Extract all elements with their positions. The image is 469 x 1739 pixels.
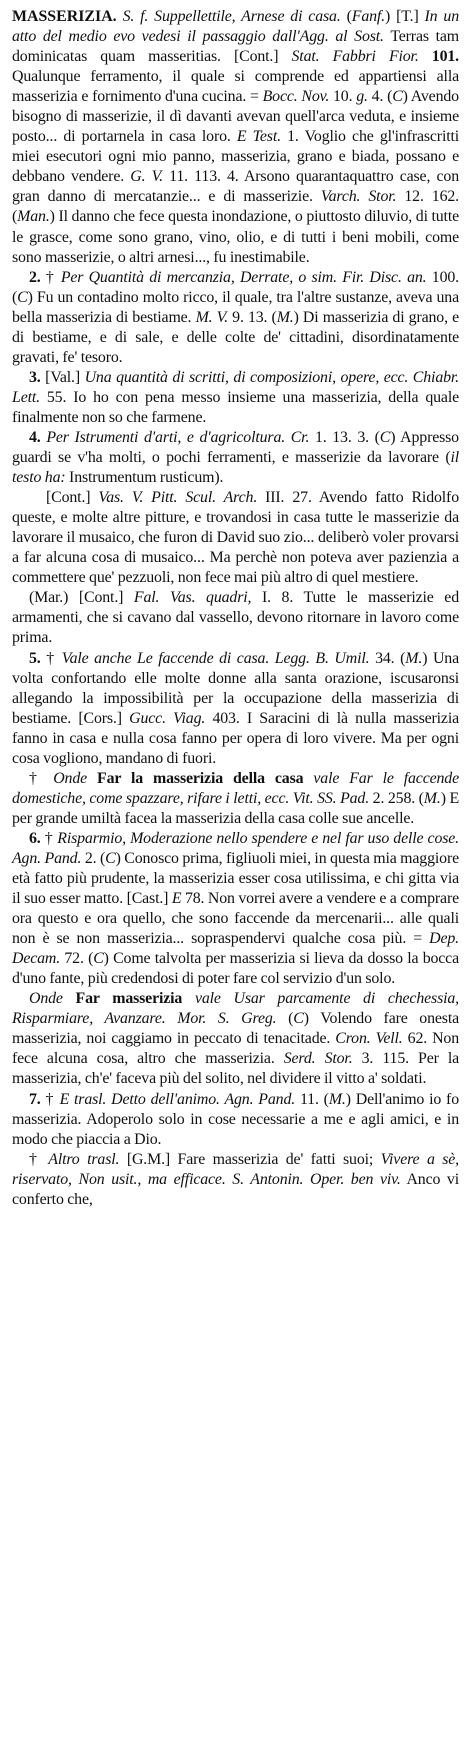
italic-text-run: Vas. V. Pitt. Scul. Arch. xyxy=(98,489,258,507)
text-run xyxy=(63,990,76,1007)
entry-paragraph-main xyxy=(12,7,459,268)
text-run: 55. Io ho con pena messo insieme una masserizia, della quale finalmente non so che farmene. xyxy=(12,388,459,426)
text-run: ) [T.] xyxy=(385,8,425,25)
italic-text-run: Bocc. Nov. xyxy=(262,88,330,106)
entry-paragraph-sense-6-onde xyxy=(12,989,459,1089)
text-run: 72. ( xyxy=(60,950,94,968)
italic-text-run: Onde xyxy=(29,990,63,1008)
text-run: Anco vi conferto che, xyxy=(12,1170,459,1208)
italic-text-run: vale Usar parcamente di chechessia, Risparmiare, Avanzare. xyxy=(12,990,459,1028)
italic-text-run: Fanf. xyxy=(351,8,386,25)
italic-text-run: g. xyxy=(356,88,368,106)
text-run: 3. 115. Per la masserizia, ch'e' faceva più del solito, nel dividere il vitto a' soldati. xyxy=(12,1050,459,1088)
italic-text-run: Gucc. Viag. xyxy=(129,709,206,727)
text-run: ( xyxy=(340,8,352,25)
italic-text-run: E Test. xyxy=(236,128,281,146)
italic-text-run: Altro trasl. xyxy=(48,1150,120,1168)
text-run: 2. 258. ( xyxy=(369,789,424,807)
text-run: ) Una volta confortando elle molte donne alla santa orazione, iscusaronsi allegando la impossibilità per la occupazione della masserizia di bestiame. [Cors.] xyxy=(12,649,459,727)
text-run: ) Dell'animo io fo masserizia. Adoperolo solo in cose necessarie a me e agli amici, e in modo che piaccia a Dio. xyxy=(12,1090,459,1148)
italic-text-run: Serd. Stor. xyxy=(283,1050,353,1068)
text-run: ) Volendo fare onesta masserizia, noi caggiamo in peccato di tenacitade. xyxy=(12,1010,459,1048)
italic-text-run: Fal. Vas. quadri, xyxy=(133,589,252,607)
italic-text-run: Una quantità di scritti, di composizioni, opere, ecc. Chiabr. Lett. xyxy=(12,368,460,406)
italic-text-run: Stat. Fabbri Fior. xyxy=(291,48,419,66)
entry-paragraph-sense-4 xyxy=(12,428,459,488)
text-run xyxy=(87,770,97,787)
text-run: 34. ( xyxy=(369,649,406,667)
text-run: ) E per grande umiltà facea la masserizia della casa colle sue ancelle. xyxy=(12,789,460,827)
text-run: III. 27. Avendo fatto Ridolfo queste, e molte altre pitture, e trovandosi in casa tutte le masserizie da lavorare il musaico, che furon di David suo zio... deliberò voler provarsi a far alcuna cosa di musaico... Ma perchè non poteva aver pazienzia a commettere que' pezzuoli, non fece mai più altro di quel mestiere. xyxy=(12,489,459,587)
italic-text-run: Cron. Vell. xyxy=(335,1030,403,1048)
italic-text-run: Man. xyxy=(17,208,50,226)
bold-text-run: Far masserizia xyxy=(75,990,183,1008)
text-run xyxy=(182,990,195,1007)
text-run: 100. ( xyxy=(12,268,459,306)
text-run: [Val.] xyxy=(40,368,85,386)
entry-paragraph-sense-2 xyxy=(12,268,459,368)
text-run: 2. ( xyxy=(81,849,106,867)
italic-text-run: In un atto del medio evo vedesi il passaggio dall'Agg. al Sost. xyxy=(12,8,460,46)
entry-paragraph-sense-5 xyxy=(12,649,459,769)
italic-text-run: Vale anche Le faccende di casa. Legg. B. Umil. xyxy=(61,649,370,667)
italic-text-run: C xyxy=(392,88,403,106)
text-run: 4. ( xyxy=(367,88,393,106)
text-run: ) Avendo bisogno di masserizie, il dì davanti avevan quell'arca veduta, e insieme posto... di portarnela in casa loro. xyxy=(12,88,459,146)
text-run: [Cont.] xyxy=(46,489,99,507)
italic-text-run: E xyxy=(171,890,182,908)
bold-text-run: 101. xyxy=(431,48,459,66)
text-run: 62. Non fece alcuna cosa, altro che masserizia. xyxy=(12,1030,459,1068)
italic-text-run: C xyxy=(105,849,116,867)
bold-text-run: 5. xyxy=(29,649,41,667)
italic-text-run: S. f. Suppellettile, Arnese di casa. xyxy=(122,8,341,25)
italic-text-run: C xyxy=(293,1010,304,1028)
italic-text-run: M. xyxy=(423,789,441,807)
entry-paragraph-sense-5-onde xyxy=(12,769,459,829)
italic-text-run: Risparmio, Moderazione nello spendere e nel far uso delle cose. Agn. Pand. xyxy=(12,829,459,867)
text-run: 12. 162. ( xyxy=(12,188,459,226)
italic-text-run: Mor. S. Greg. xyxy=(177,1010,277,1028)
text-run xyxy=(419,48,432,65)
italic-text-run: C xyxy=(17,288,28,306)
text-run: Instrumentum rusticum). xyxy=(65,469,224,487)
italic-text-run: C xyxy=(93,950,104,968)
text-run: (Mar.) [Cont.] xyxy=(29,589,134,607)
text-run: Terras tam dominicatas quam masseritias. [Cont.] xyxy=(12,28,459,66)
italic-text-run: Varch. Stor. xyxy=(320,188,397,206)
italic-text-run: Dep. Decam. xyxy=(12,930,459,968)
text-run: † xyxy=(29,1150,49,1168)
entry-paragraph-sense-3 xyxy=(12,368,459,428)
italic-text-run: Vivere a sè, riservato, Non usit., ma efficace. S. Antonin. Oper. ben viv. xyxy=(12,1150,459,1188)
italic-text-run: G. V. xyxy=(130,168,163,186)
entry-paragraph-sense-4-cont xyxy=(12,488,459,588)
italic-text-run: Per Quantità di mercanzia, Derrate, o sim. Fir. Disc. an. xyxy=(60,268,427,286)
text-run: ) Il danno che fece questa inondazione, o piuttosto diluvio, di tutte le grasce, come sono grano, vino, olio, e di tutti i beni mobili, come sono masserizie, o altri arnesi..., fu inestimabile. xyxy=(12,208,459,266)
text-run xyxy=(166,1010,178,1027)
text-run: 11. ( xyxy=(295,1090,329,1108)
text-run: ) Appresso guardi se v'ha molti, o pochi ferramenti, e masserizie da lavorare ( xyxy=(12,428,459,467)
text-run xyxy=(303,770,313,787)
italic-text-run: E trasl. Detto dell'animo. Agn. Pand. xyxy=(59,1090,296,1108)
bold-text-run: 3. xyxy=(29,368,41,386)
text-run: 78. Non vorrei avere a vendere e a comprare ora questo e ora quello, che sono faccende da mercenarii... alle quali non è se non masserizia... sopraspendervi qualche cosa più. = xyxy=(12,890,459,948)
italic-text-run: vale Far le faccende domestiche, come spazzare, rifare i letti, ecc. Vit. SS. Pad. xyxy=(12,769,459,807)
italic-text-run: M. xyxy=(405,649,423,667)
text-run: † xyxy=(40,268,61,286)
italic-text-run: il testo ha: xyxy=(12,449,459,487)
text-run: [G.M.] Fare masserizia de' fatti suoi; xyxy=(119,1150,381,1168)
text-run: 9. 13. ( xyxy=(227,308,277,326)
text-run: † xyxy=(40,829,58,847)
text-run: ( xyxy=(276,1010,294,1028)
text-run: ) Fu un contadino molto ricco, il quale, tra l'altre sustanze, aveva una bella masserizia di bestiame. xyxy=(12,288,459,326)
entry-paragraph-sense-7 xyxy=(12,1090,459,1150)
italic-text-run: C xyxy=(379,428,391,446)
text-run: ) Come talvolta per masserizia si lieva da dosso la bocca d'uno fante, più credendosi di poter fare col servizio d'un solo. xyxy=(12,950,459,988)
text-run: ) Conosco prima, figliuoli miei, in questa mia maggiore età fatto più prudente, la masserizia esser cosa utilissima, e chi gitta via il suo esser matto. [Cast.] xyxy=(12,849,459,908)
bold-text-run: Far la masserizia della casa xyxy=(97,769,304,787)
italic-text-run: Per Istrumenti d'arti, e d'agricoltura. Cr. xyxy=(46,428,310,446)
italic-text-run: M. V. xyxy=(195,308,228,326)
text-run: I. 8. Tutte le masserizie ed armamenti, che si cavano dal vassello, devono ritornare in lavoro come prima. xyxy=(12,589,460,647)
bold-text-run: 7. xyxy=(29,1090,41,1108)
text-run: 11. 113. 4. Arsono quarantaquattro case, con gran danno di mercatanzie... e di masserizie. xyxy=(12,168,459,206)
text-run: 10. xyxy=(329,88,357,106)
italic-text-run: Onde xyxy=(53,769,88,787)
entry-paragraph-sense-7-altro xyxy=(12,1150,459,1210)
italic-text-run: M. xyxy=(276,308,294,326)
bold-text-run: 4. xyxy=(29,428,41,446)
text-run: Qualunque ferramento, il quale si comprende ed appartiensi alla masserizia e fornimento d'una cucina. = xyxy=(12,68,459,106)
text-run: 403. I Saracini di là nulla masserizia fanno in casa e nulla cosa fanno per opera di loro vivere. Ma per ogni cosa vogliono, mandano di fuori. xyxy=(12,709,459,767)
text-run: 1. 13. 3. ( xyxy=(309,428,380,446)
headword: MASSERIZIA. xyxy=(12,8,117,25)
text-run: † xyxy=(29,769,54,787)
bold-text-run: 6. xyxy=(29,829,41,847)
text-run: ) Di masserizia di grano, e di bestiame, e di sale, e delle colte de' cittadini, disordinatamente gravati, fe' tesoro. xyxy=(12,308,459,366)
entry-paragraph-sense-4-mar xyxy=(12,588,459,648)
text-run: † xyxy=(40,649,62,667)
text-run: † xyxy=(40,1090,60,1108)
bold-text-run: 2. xyxy=(29,268,41,286)
italic-text-run: M. xyxy=(328,1090,346,1108)
entry-paragraph-sense-6 xyxy=(12,829,459,989)
text-run: 1. Voglio che gl'infrascritti miei esecutori ogni mio panno, masserizia, grano e biada, possano e debbano vendere. xyxy=(12,128,459,186)
